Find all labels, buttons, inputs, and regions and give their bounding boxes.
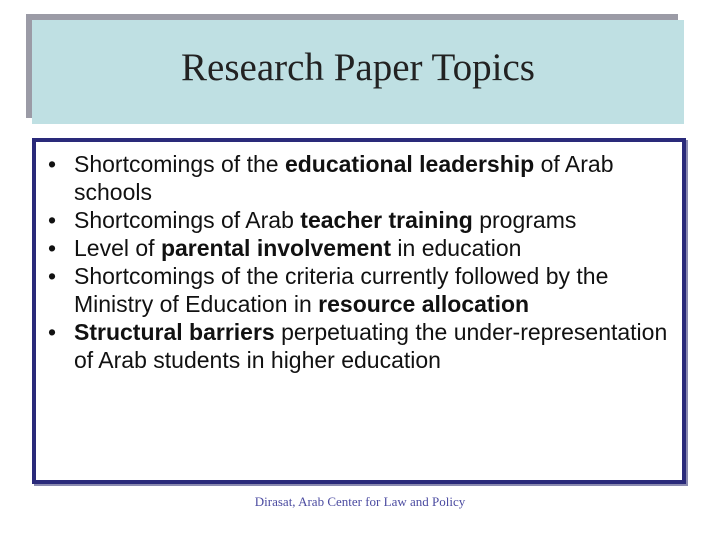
bullet-text: Shortcomings of the criteria currently followed by the Ministry of Education in	[74, 263, 609, 317]
bullet-item	[40, 234, 680, 262]
content-panel	[32, 138, 686, 484]
bullet-text: Shortcomings of Arab	[74, 207, 301, 233]
bullet-text: in education	[391, 235, 522, 261]
bullet-text: programs	[472, 207, 577, 233]
bullet-text: Level of	[74, 235, 161, 261]
bullet-item	[40, 318, 680, 374]
bullet-dot-icon: •	[48, 263, 57, 289]
bullet-item	[40, 206, 680, 234]
bullet-dot-icon: •	[48, 151, 57, 177]
bullet-text: Shortcomings of the	[74, 151, 285, 177]
bullet-text: perpetuating the under-representation of Arab students in higher education	[74, 319, 668, 373]
bullet-item	[40, 262, 680, 318]
bullet-dot-icon: •	[48, 319, 57, 345]
bullet-emphasis-text: resource allocation	[318, 291, 530, 317]
bullet-emphasis-text: educational leadership	[284, 151, 535, 177]
bullet-dot-icon: •	[48, 235, 57, 261]
bullet-emphasis-text: Structural barriers	[74, 319, 275, 345]
bullet-emphasis-text: parental involvement	[160, 235, 392, 261]
bullet-text: of Arab schools	[74, 151, 614, 205]
bullet-list	[40, 150, 680, 374]
slide-title: Research Paper Topics	[181, 45, 535, 89]
footer-text: Dirasat, Arab Center for Law and Policy	[254, 494, 466, 509]
title-banner	[32, 20, 684, 124]
bullet-item	[40, 150, 680, 206]
bullet-dot-icon: •	[48, 207, 57, 233]
bullet-emphasis-text: teacher training	[300, 207, 473, 233]
